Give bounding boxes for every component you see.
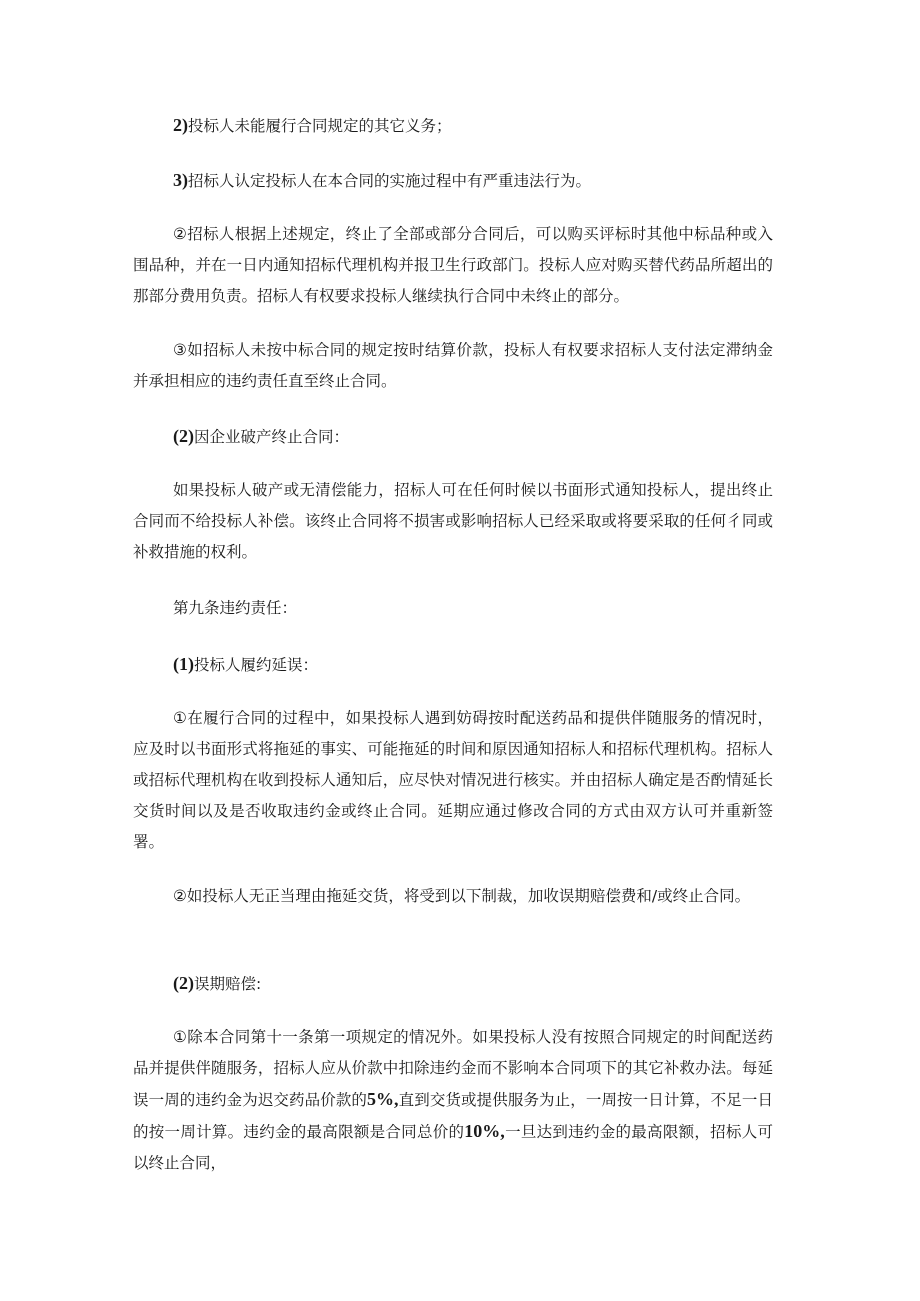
paragraph-delay-notice: ①在履行合同的过程中，如果投标人遇到妨碍按时配送药品和提供伴随服务的情况时，应及时以书面形式将拖延的事实、可能拖延的时间和原因通知招标人和招标代理机构。招标人或招标代理机构在收到投标人通知后，应尽快对情况进行核实。并由招标人确定是否酌情延长交货时间以及是否收取违约金或终止合同。延期应通过修改合同的方式由双方认可并重新签署。 xyxy=(133,709,773,851)
damages-percent-max: 10%, xyxy=(464,1121,505,1141)
clause-item-3 xyxy=(133,165,773,197)
clause-item-2 xyxy=(133,110,773,142)
paragraph-delay-sanction: ②如投标人无正当理由拖延交货，将受到以下制裁，加收误期赔偿费和/或终止合同。 xyxy=(173,887,751,905)
paragraph-bankruptcy: 如果投标人破产或无清偿能力，招标人可在任何时候以书面形式通知投标人，提出终止合同而不给投标人补偿。该终止合同将不损害或影响招标人已经采取或将要采取的任何彳同或补救措施的权利。 xyxy=(133,481,773,561)
paragraph-payment-default: ③如招标人未按中标合同的规定按时结算价款，投标人有权要求招标人支付法定滞纳金并承担相应的违约责任直至终止合同。 xyxy=(133,341,773,390)
clause-number: (2) xyxy=(173,973,194,993)
damages-percent-weekly: 5%, xyxy=(367,1089,399,1109)
article-nine-heading: 第九条违约责任： xyxy=(173,599,298,617)
clause-text: 因企业破产终止合同： xyxy=(194,428,350,446)
damages-text-part2: 直到交货或提供服务为止，一周按一日计算，不足一日的按一周计算。违约金的最高限额是合同总价的 xyxy=(133,1091,773,1141)
paragraph-liquidated-damages xyxy=(133,1022,773,1179)
clause-number: (2) xyxy=(173,426,194,446)
damages-text-part3: 一旦达到违约金的最高限额，招标人可以终止合同， xyxy=(133,1123,773,1172)
clause-number: 3) xyxy=(173,170,188,190)
clause-bankruptcy-heading xyxy=(133,421,773,453)
damages-text-part1: ①除本合同第十一条第一项规定的情况外。如果投标人没有按照合同规定的时间配送药品并提供伴随服务，招标人应从价款中扣除违约金而不影响本合同项下的其它补救办法。每延误一周的违约金为迟交药品价款的 xyxy=(133,1028,773,1109)
clause-liquidated-damages-heading xyxy=(133,968,773,1000)
clause-text: 误期赔偿: xyxy=(194,975,262,993)
clause-text: 招标人认定投标人在本合同的实施过程中有严重违法行为。 xyxy=(188,172,592,190)
clause-delay-heading xyxy=(133,649,773,681)
clause-text: 投标人履约延误： xyxy=(194,656,319,674)
clause-number: 2) xyxy=(173,115,188,135)
clause-number: (1) xyxy=(173,654,194,674)
clause-text: 投标人未能履行合同规定的其它义务； xyxy=(188,117,452,135)
paragraph-termination-purchase: ②招标人根据上述规定，终止了全部或部分合同后，可以购买评标时其他中标品种或入围品种，并在一日内通知招标代理机构并报卫生行政部门。投标人应对购买替代药品所超出的那部分费用负责。招标人有权要求投标人继续执行合同中未终止的部分。 xyxy=(133,225,773,305)
